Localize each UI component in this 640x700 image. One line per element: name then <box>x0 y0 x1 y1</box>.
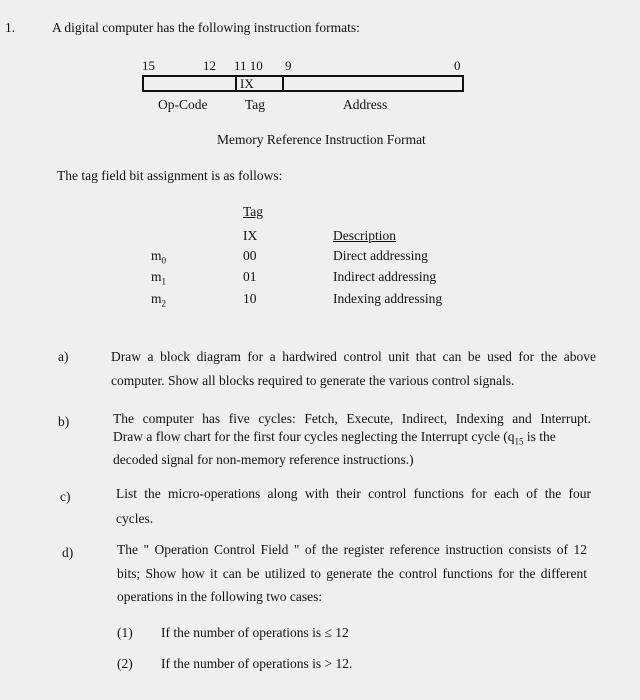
row-name-text: m <box>151 248 162 263</box>
row-name-sub: 1 <box>161 276 167 287</box>
header-ix: IX <box>243 228 258 243</box>
part-text-line: cycles. <box>116 511 154 526</box>
row-name-text: m <box>151 269 162 284</box>
part-text-line <box>113 429 591 450</box>
question-number: 1. <box>5 20 16 35</box>
field-opcode: Op-Code <box>158 97 208 112</box>
row-name <box>151 291 166 312</box>
row-code: 01 <box>243 269 257 284</box>
tag-intro: The tag field bit assignment is as follows: <box>57 168 283 183</box>
instruction-box <box>142 75 464 92</box>
line-text: is the <box>523 429 556 444</box>
part-text-line: The computer has five cycles: Fetch, Execute, Indirect, Indexing and Interrupt. <box>113 411 591 426</box>
case-text: If the number of operations is > 12. <box>161 656 353 671</box>
part-text-line: operations in the following two cases: <box>117 589 323 604</box>
part-label: d) <box>62 545 74 560</box>
header-tag: Tag <box>243 204 264 219</box>
part-text-line: bits; Show how it can be utilized to generate the control functions for the different <box>117 566 587 581</box>
subscript: 15 <box>514 436 524 447</box>
part-text-line: List the micro-operations along with their control functions for each of the four <box>116 486 591 501</box>
row-desc: Indexing addressing <box>333 291 443 306</box>
row-name-sub: 2 <box>161 298 167 309</box>
part-label: a) <box>58 349 69 364</box>
row-name <box>151 248 166 269</box>
part-label: c) <box>60 489 71 504</box>
bit-15: 15 <box>142 58 155 73</box>
bit-9: 9 <box>285 58 292 73</box>
case-label: (2) <box>117 656 133 671</box>
part-text-line: computer. Show all blocks required to generate the various control signals. <box>111 373 515 388</box>
part-text-line: Draw a block diagram for a hardwired control unit that can be used for the above <box>111 349 596 364</box>
row-name-text: m <box>151 291 162 306</box>
field-address: Address <box>343 97 388 112</box>
bit-0: 0 <box>454 58 461 73</box>
bit-12: 12 <box>203 58 216 73</box>
part-text-line: decoded signal for non-memory reference instructions.) <box>113 452 414 467</box>
line-text: Draw a flow chart for the first four cycles neglecting the Interrupt cycle (q <box>113 429 515 444</box>
row-code: 10 <box>243 291 257 306</box>
bit-11-10: 11 10 <box>234 58 263 73</box>
format-caption: Memory Reference Instruction Format <box>217 132 426 147</box>
question-intro: A digital computer has the following instruction formats: <box>52 20 360 35</box>
row-desc: Indirect addressing <box>333 269 437 284</box>
header-description: Description <box>333 228 396 243</box>
tag-cell: IX <box>240 76 254 91</box>
row-name-sub: 0 <box>161 255 167 266</box>
field-tag: Tag <box>245 97 266 112</box>
case-label: (1) <box>117 625 133 640</box>
row-desc: Direct addressing <box>333 248 428 263</box>
row-name <box>151 269 166 290</box>
part-label: b) <box>58 414 70 429</box>
part-text-line: The " Operation Control Field " of the register reference instruction consists of 12 <box>117 542 587 557</box>
row-code: 00 <box>243 248 257 263</box>
case-text: If the number of operations is ≤ 12 <box>161 625 349 640</box>
